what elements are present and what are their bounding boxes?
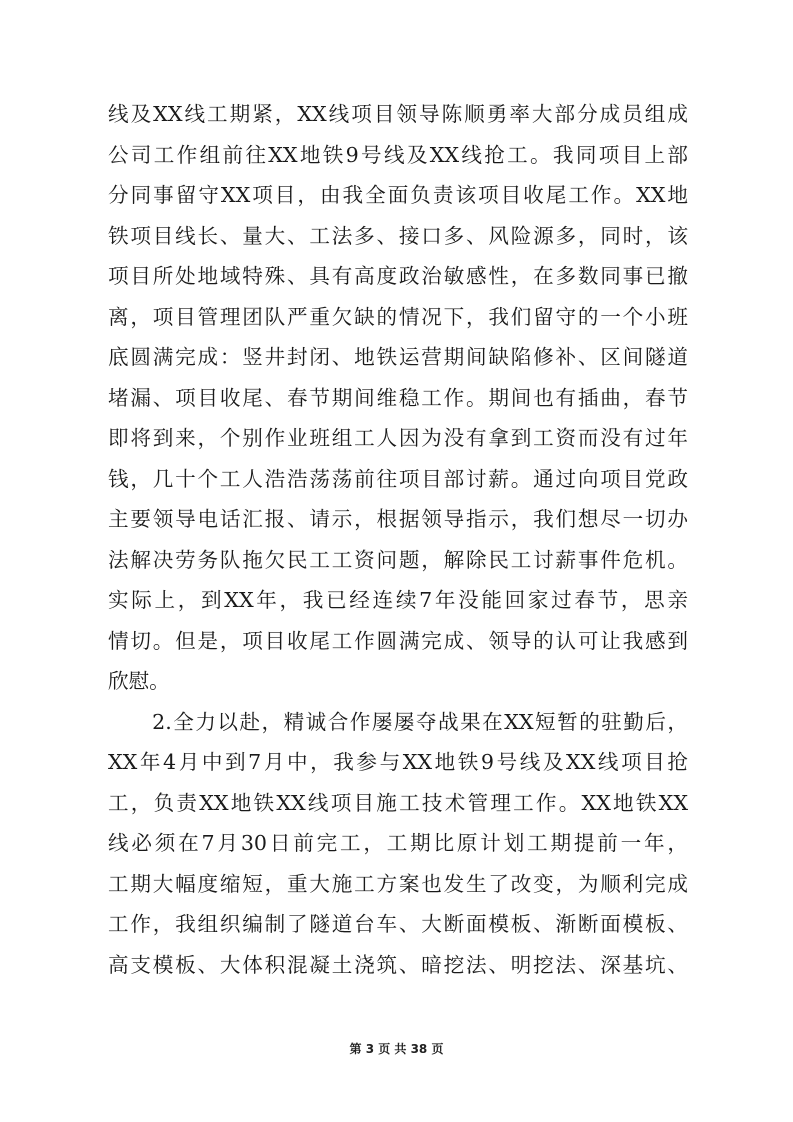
page-number-footer: 第 3 页 共 38 页 <box>349 1042 444 1056</box>
text-line: 高支模板、大体积混凝土浇筑、暗挖法、明挖法、深基坑、 <box>108 952 688 977</box>
text-line: 铁项目线长、量大、工法多、接口多、风险源多，同时，该 <box>108 223 688 248</box>
text-line: 分同事留守XX项目，由我全面负责该项目收尾工作。XX地 <box>108 183 688 207</box>
text-line: 项目所处地域特殊、具有高度政治敏感性，在多数同事已撤 <box>108 264 688 288</box>
text-line: XX年4月中到7月中，我参与XX地铁9号线及XX线项目抢 <box>108 750 688 774</box>
text-line: 主要领导电话汇报、请示，根据领导指示，我们想尽一切办 <box>108 507 688 531</box>
text-line: 工作，我组织编制了隧道台车、大断面模板、渐断面模板、 <box>108 912 688 936</box>
text-line: 堵漏、项目收尾、春节期间维稳工作。期间也有插曲，春节 <box>108 385 688 410</box>
text-line: 公司工作组前往XX地铁9号线及XX线抢工。我同项目上部 <box>108 142 688 167</box>
text-line: 钱，几十个工人浩浩荡荡前往项目部讨薪。通过向项目党政 <box>108 466 688 491</box>
text-line: 底圆满完成：竖井封闭、地铁运营期间缺陷修补、区间隧道 <box>108 345 688 369</box>
text-line: 情切。但是，项目收尾工作圆满完成、领导的认可让我感到 <box>108 628 688 653</box>
document-body <box>108 94 688 985</box>
text-line: 离，项目管理团队严重欠缺的情况下，我们留守的一个小班 <box>108 304 688 329</box>
paragraph-end-line: 欣慰。 <box>108 669 170 693</box>
text-line: 法解决劳务队拖欠民工工资问题，解除民工讨薪事件危机。 <box>108 547 688 572</box>
text-line: 实际上，到XX年，我已经连续7年没能回家过春节，思亲 <box>108 588 688 612</box>
text-line: 工期大幅度缩短，重大施工方案也发生了改变，为顺利完成 <box>108 871 688 896</box>
text-line: 即将到来，个别作业班组工人因为没有拿到工资而没有过年 <box>108 426 688 450</box>
section-heading-line: 2.全力以赴，精诚合作屡屡夺战果在XX短暂的驻勤后， <box>108 709 688 734</box>
text-line: 线及XX线工期紧，XX线项目领导陈顺勇率大部分成员组成 <box>108 102 688 126</box>
text-line: 工，负责XX地铁XX线项目施工技术管理工作。XX地铁XX <box>108 790 688 815</box>
text-line: 线必须在7月30日前完工，工期比原计划工期提前一年， <box>108 831 688 855</box>
